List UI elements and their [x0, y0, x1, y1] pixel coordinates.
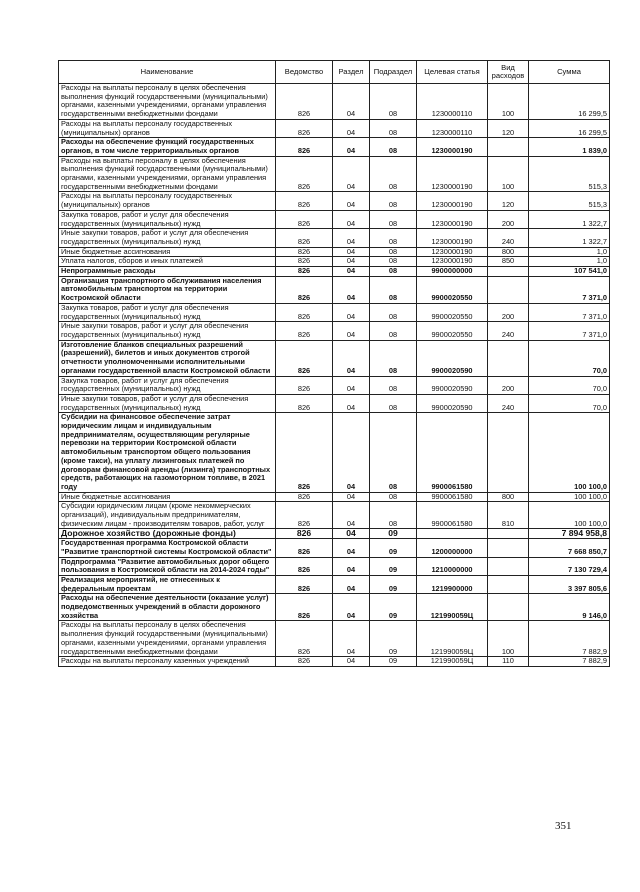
table-row [59, 502, 610, 529]
cell-sum: 7 371,0 [529, 322, 610, 340]
cell-target: 1200000000 [417, 539, 488, 557]
cell-section: 04 [333, 267, 370, 277]
header-sum: Сумма [529, 61, 610, 84]
cell-section: 04 [333, 229, 370, 247]
cell-target: 1230000190 [417, 138, 488, 156]
cell-section: 04 [333, 340, 370, 376]
header-target: Целевая статья [417, 61, 488, 84]
header-exptype: Вид расходов [488, 61, 529, 84]
cell-dept: 826 [276, 276, 333, 303]
cell-subsection: 08 [370, 192, 417, 210]
cell-dept: 826 [276, 119, 333, 137]
cell-target: 9900020550 [417, 322, 488, 340]
cell-exptype [488, 529, 529, 539]
header-subsection: Подраздел [370, 61, 417, 84]
cell-dept: 826 [276, 303, 333, 321]
cell-name: Расходы на выплаты персоналу в целях обеспечения выполнения функций государственными (муниципальными) органами, казенными учреждениями, органами управления государственными внебюджетными фондами [59, 156, 276, 192]
cell-subsection: 09 [370, 539, 417, 557]
cell-exptype: 240 [488, 394, 529, 412]
cell-sum: 515,3 [529, 192, 610, 210]
cell-sum: 7 371,0 [529, 303, 610, 321]
table-row [59, 394, 610, 412]
cell-exptype: 100 [488, 156, 529, 192]
cell-exptype [488, 413, 529, 492]
cell-sum: 1 322,7 [529, 229, 610, 247]
cell-name: Расходы на обеспечение функций государственных органов, в том числе территориальных органов [59, 138, 276, 156]
cell-section: 04 [333, 138, 370, 156]
cell-target: 1230000190 [417, 247, 488, 257]
cell-exptype [488, 539, 529, 557]
cell-subsection: 08 [370, 84, 417, 120]
cell-dept: 826 [276, 229, 333, 247]
cell-dept: 826 [276, 657, 333, 667]
cell-exptype [488, 575, 529, 593]
cell-target: 1230000110 [417, 84, 488, 120]
cell-target: 121990059Ц [417, 594, 488, 621]
cell-dept: 826 [276, 257, 333, 267]
cell-dept: 826 [276, 492, 333, 502]
cell-sum: 7 882,9 [529, 657, 610, 667]
table-row [59, 557, 610, 575]
cell-dept: 826 [276, 394, 333, 412]
cell-exptype: 110 [488, 657, 529, 667]
cell-name: Расходы на выплаты персоналу в целях обеспечения выполнения функций государственными (муниципальными) органами, казенными учреждениями, органами управления государственными внебюджетными фондами [59, 621, 276, 657]
cell-name: Закупка товаров, работ и услуг для обеспечения государственных (муниципальных) нужд [59, 303, 276, 321]
cell-name: Изготовление бланков специальных разрешений (разрешений), билетов и иных документов строгой отчетности уполномоченными исполнительными органами государственной власти Костромской области [59, 340, 276, 376]
cell-sum: 16 299,5 [529, 84, 610, 120]
cell-dept: 826 [276, 376, 333, 394]
cell-subsection: 08 [370, 340, 417, 376]
cell-sum: 1 322,7 [529, 210, 610, 228]
cell-exptype: 100 [488, 621, 529, 657]
cell-dept: 826 [276, 621, 333, 657]
cell-section: 04 [333, 303, 370, 321]
cell-subsection: 08 [370, 502, 417, 529]
table-row [59, 539, 610, 557]
cell-exptype [488, 138, 529, 156]
cell-section: 04 [333, 322, 370, 340]
table-row [59, 322, 610, 340]
cell-exptype [488, 267, 529, 277]
cell-section: 04 [333, 492, 370, 502]
cell-section: 04 [333, 557, 370, 575]
cell-exptype: 240 [488, 322, 529, 340]
table-body [59, 84, 610, 667]
header-name: Наименование [59, 61, 276, 84]
cell-dept: 826 [276, 84, 333, 120]
cell-sum: 515,3 [529, 156, 610, 192]
cell-section: 04 [333, 529, 370, 539]
table-row [59, 594, 610, 621]
cell-sum: 1,0 [529, 247, 610, 257]
cell-exptype: 810 [488, 502, 529, 529]
page-number: 351 [555, 820, 572, 832]
cell-name: Расходы на выплаты персоналу казенных учреждений [59, 657, 276, 667]
cell-target: 9900020590 [417, 340, 488, 376]
cell-sum: 70,0 [529, 340, 610, 376]
cell-subsection: 09 [370, 557, 417, 575]
cell-sum: 7 371,0 [529, 276, 610, 303]
cell-sum: 70,0 [529, 394, 610, 412]
cell-dept: 826 [276, 340, 333, 376]
cell-target: 1230000190 [417, 210, 488, 228]
cell-sum: 1 839,0 [529, 138, 610, 156]
cell-name: Организация транспортного обслуживания населения автомобильным транспортом на территории Костромской области [59, 276, 276, 303]
cell-subsection: 09 [370, 575, 417, 593]
cell-target [417, 529, 488, 539]
cell-target: 9900020590 [417, 394, 488, 412]
cell-name: Закупка товаров, работ и услуг для обеспечения государственных (муниципальных) нужд [59, 376, 276, 394]
cell-subsection: 08 [370, 156, 417, 192]
table-row [59, 413, 610, 492]
cell-name: Иные бюджетные ассигнования [59, 492, 276, 502]
cell-name: Иные закупки товаров, работ и услуг для обеспечения государственных (муниципальных) нужд [59, 229, 276, 247]
cell-name: Расходы на выплаты персоналу в целях обеспечения выполнения функций государственными (муниципальными) органами, казенными учреждениями, органами управления государственными внебюджетными фондами [59, 84, 276, 120]
cell-name: Подпрограмма "Развитие автомобильных дорог общего пользования в Костромской области на 2014-2024 годы" [59, 557, 276, 575]
cell-name: Реализация мероприятий, не отнесенных к федеральным проектам [59, 575, 276, 593]
cell-section: 04 [333, 192, 370, 210]
cell-exptype: 800 [488, 247, 529, 257]
table-row [59, 492, 610, 502]
cell-dept: 826 [276, 557, 333, 575]
table-row [59, 138, 610, 156]
cell-sum: 100 100,0 [529, 413, 610, 492]
cell-exptype [488, 340, 529, 376]
cell-name: Расходы на выплаты персоналу государственных (муниципальных) органов [59, 192, 276, 210]
cell-exptype [488, 276, 529, 303]
cell-dept: 826 [276, 267, 333, 277]
cell-name: Закупка товаров, работ и услуг для обеспечения государственных (муниципальных) нужд [59, 210, 276, 228]
cell-section: 04 [333, 210, 370, 228]
cell-name: Иные закупки товаров, работ и услуг для обеспечения государственных (муниципальных) нужд [59, 394, 276, 412]
table-row [59, 529, 610, 539]
cell-section: 04 [333, 575, 370, 593]
cell-name: Непрограммные расходы [59, 267, 276, 277]
cell-section: 04 [333, 594, 370, 621]
cell-exptype: 200 [488, 210, 529, 228]
cell-sum: 3 397 805,6 [529, 575, 610, 593]
cell-name: Иные бюджетные ассигнования [59, 247, 276, 257]
cell-exptype [488, 594, 529, 621]
cell-dept: 826 [276, 594, 333, 621]
table-row [59, 84, 610, 120]
cell-sum: 100 100,0 [529, 502, 610, 529]
cell-name: Уплата налогов, сборов и иных платежей [59, 257, 276, 267]
cell-target: 1230000190 [417, 192, 488, 210]
cell-section: 04 [333, 84, 370, 120]
cell-sum: 7 894 958,8 [529, 529, 610, 539]
cell-subsection: 08 [370, 247, 417, 257]
cell-exptype: 120 [488, 119, 529, 137]
cell-target: 1230000190 [417, 257, 488, 267]
cell-subsection: 08 [370, 413, 417, 492]
cell-exptype: 120 [488, 192, 529, 210]
cell-sum: 70,0 [529, 376, 610, 394]
cell-exptype [488, 557, 529, 575]
cell-name: Дорожное хозяйство (дорожные фонды) [59, 529, 276, 539]
cell-exptype: 100 [488, 84, 529, 120]
cell-sum: 7 130 729,4 [529, 557, 610, 575]
table-row [59, 340, 610, 376]
cell-subsection: 09 [370, 529, 417, 539]
table-row [59, 657, 610, 667]
cell-name: Иные закупки товаров, работ и услуг для обеспечения государственных (муниципальных) нужд [59, 322, 276, 340]
cell-section: 04 [333, 413, 370, 492]
cell-sum: 7 882,9 [529, 621, 610, 657]
cell-subsection: 09 [370, 657, 417, 667]
cell-subsection: 09 [370, 594, 417, 621]
cell-dept: 826 [276, 529, 333, 539]
cell-subsection: 08 [370, 376, 417, 394]
cell-subsection: 08 [370, 303, 417, 321]
cell-subsection: 09 [370, 621, 417, 657]
cell-name: Субсидии юридическим лицам (кроме некоммерческих организаций), индивидуальным предпринимателям, физическим лицам - производителям товаров, работ, услуг [59, 502, 276, 529]
cell-subsection: 08 [370, 276, 417, 303]
cell-section: 04 [333, 119, 370, 137]
cell-target: 1230000190 [417, 156, 488, 192]
table-row [59, 276, 610, 303]
cell-dept: 826 [276, 539, 333, 557]
table-row [59, 156, 610, 192]
cell-sum: 100 100,0 [529, 492, 610, 502]
table-row [59, 247, 610, 257]
cell-section: 04 [333, 502, 370, 529]
table-row [59, 303, 610, 321]
cell-target: 1219900000 [417, 575, 488, 593]
cell-sum: 1,0 [529, 257, 610, 267]
table-row [59, 210, 610, 228]
cell-dept: 826 [276, 156, 333, 192]
table-row [59, 229, 610, 247]
cell-sum: 9 146,0 [529, 594, 610, 621]
cell-subsection: 08 [370, 138, 417, 156]
cell-target: 121990059Ц [417, 621, 488, 657]
cell-target: 9900061580 [417, 413, 488, 492]
cell-name: Государственная программа Костромской области "Развитие транспортной системы Костромской области" [59, 539, 276, 557]
cell-target: 1230000110 [417, 119, 488, 137]
cell-dept: 826 [276, 575, 333, 593]
cell-subsection: 08 [370, 322, 417, 340]
cell-section: 04 [333, 276, 370, 303]
cell-name: Расходы на выплаты персоналу государственных (муниципальных) органов [59, 119, 276, 137]
table-row [59, 575, 610, 593]
cell-section: 04 [333, 621, 370, 657]
header-section: Раздел [333, 61, 370, 84]
cell-subsection: 08 [370, 210, 417, 228]
cell-section: 04 [333, 657, 370, 667]
cell-target: 1210000000 [417, 557, 488, 575]
cell-section: 04 [333, 247, 370, 257]
cell-dept: 826 [276, 192, 333, 210]
cell-subsection: 08 [370, 119, 417, 137]
cell-target: 9900020550 [417, 276, 488, 303]
cell-sum: 16 299,5 [529, 119, 610, 137]
table-header-row [59, 61, 610, 84]
cell-dept: 826 [276, 322, 333, 340]
cell-dept: 826 [276, 247, 333, 257]
cell-sum: 7 668 850,7 [529, 539, 610, 557]
cell-dept: 826 [276, 413, 333, 492]
table-row [59, 119, 610, 137]
cell-target: 9900020550 [417, 303, 488, 321]
table-row [59, 192, 610, 210]
cell-exptype: 240 [488, 229, 529, 247]
cell-exptype: 800 [488, 492, 529, 502]
cell-target: 9900061580 [417, 492, 488, 502]
cell-dept: 826 [276, 502, 333, 529]
header-dept: Ведомство [276, 61, 333, 84]
cell-exptype: 200 [488, 303, 529, 321]
budget-table [58, 60, 610, 667]
cell-target: 1230000190 [417, 229, 488, 247]
cell-target: 9900020590 [417, 376, 488, 394]
cell-subsection: 08 [370, 492, 417, 502]
cell-name: Расходы на обеспечение деятельности (оказание услуг) подведомственных учреждений в области дорожного хозяйства [59, 594, 276, 621]
cell-sum: 107 541,0 [529, 267, 610, 277]
cell-target: 9900000000 [417, 267, 488, 277]
cell-name: Субсидии на финансовое обеспечение затрат юридическим лицам и индивидуальным предпринимателям, осуществляющим регулярные перевозки на территории Костромской области автомобильным транспортом общего пользования (кроме такси), на уплату лизинговых платежей по договорам финансовой аренды (лизинга) транспортных средств, работающих на газомоторном топливе, в 2021 году [59, 413, 276, 492]
cell-dept: 826 [276, 210, 333, 228]
cell-section: 04 [333, 539, 370, 557]
table-row [59, 267, 610, 277]
cell-section: 04 [333, 376, 370, 394]
cell-section: 04 [333, 156, 370, 192]
cell-subsection: 08 [370, 229, 417, 247]
table-row [59, 257, 610, 267]
cell-subsection: 08 [370, 394, 417, 412]
cell-section: 04 [333, 394, 370, 412]
cell-target: 9900061580 [417, 502, 488, 529]
cell-section: 04 [333, 257, 370, 267]
cell-dept: 826 [276, 138, 333, 156]
cell-subsection: 08 [370, 267, 417, 277]
table-row [59, 621, 610, 657]
cell-subsection: 08 [370, 257, 417, 267]
cell-exptype: 850 [488, 257, 529, 267]
cell-target: 121990059Ц [417, 657, 488, 667]
cell-exptype: 200 [488, 376, 529, 394]
table-row [59, 376, 610, 394]
